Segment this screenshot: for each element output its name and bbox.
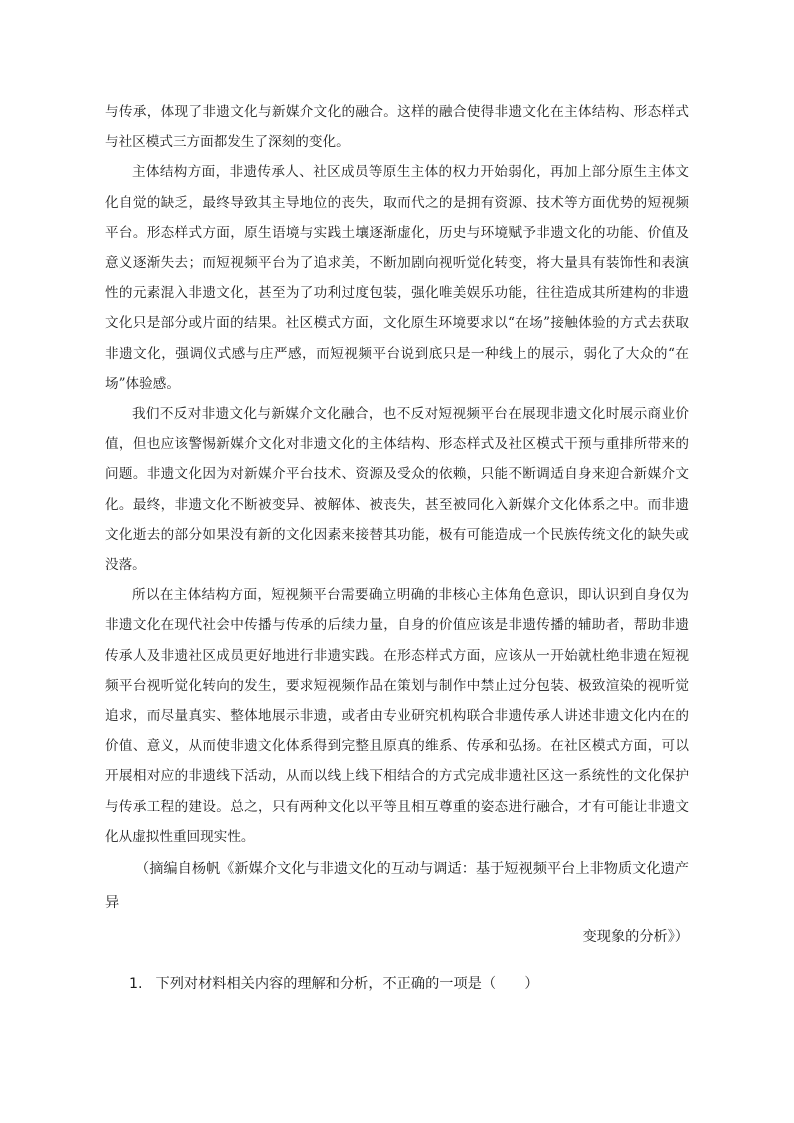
question-number: 1. [129, 976, 143, 992]
source-citation-line-1: （摘编自杨帆《新媒介文化与非遗文化的互动与调适：基于短视频平台上非物质文化遗产异 [105, 861, 689, 912]
source-citation-line-2: 变现象的分析》） [582, 929, 689, 946]
article-body [105, 97, 689, 954]
paragraph-4: 所以在主体结构方面，短视频平台需要确立明确的非核心主体角色意识，即认识到自身仅为非遗文化在现代社会中传播与传承的后续力量，自身的价值应该是非遗传播的辅助者，帮助非遗传承人及非遗社区成员更好地进行非遗实践。在形态样式方面，应该从一开始就杜绝非遗在短视频平台视听觉化转向的发生，要求短视频作品在策划与制作中禁止过分包装、极致渲染的视听觉追求，而尽量真实、整体地展示非遗，或者由专业研究机构联合非遗传承人讲述非遗文化内在的价值、意义，从而使非遗文化体系得到完整且原真的维系、传承和弘扬。在社区模式方面，可以开展相对应的非遗线下活动，从而以线上线下相结合的方式完成非遗社区这一系统性的文化保护与传承工程的建设。总之，只有两种文化以平等且相互尊重的姿态进行融合，才有可能让非遗文化从虚拟性重回现实性。 [105, 587, 689, 845]
paragraph-2: 主体结构方面，非遗传承人、社区成员等原生主体的权力开始弱化，再加上部分原生主体文化自觉的缺乏，最终导致其主导地位的丧失，取而代之的是拥有资源、技术等方面优势的短视频平台。形态样式方面，原生语境与实践土壤逐渐虚化，历史与环境赋予非遗文化的功能、价值及意义逐渐失去；而短视频平台为了追求美，不断加剧向视听觉化转变，将大量具有装饰性和表演性的元素混入非遗文化，甚至为了功利过度包装，强化唯美娱乐功能，往往造成其所建构的非遗文化只是部分或片面的结果。社区模式方面，文化原生环境要求以“在场”接触体验的方式去获取非遗文化，强调仪式感与庄严感，而短视频平台说到底只是一种线上的展示，弱化了大众的“在场”体验感。 [105, 164, 689, 392]
paragraph-3: 我们不反对非遗文化与新媒介文化融合，也不反对短视频平台在展现非遗文化时展示商业价值，但也应该警惕新媒介文化对非遗文化的主体结构、形态样式及社区模式干预与重排所带来的问题。非遗文化因为对新媒介平台技术、资源及受众的依赖，只能不断调适自身来迎合新媒介文化。最终，非遗文化不断被变异、被解体、被丧失，甚至被同化入新媒介文化体系之中。而非遗文化逝去的部分如果没有新的文化因素来接替其功能，极有可能造成一个民族传统文化的缺失或没落。 [105, 406, 689, 574]
question-text: 下列对材料相关内容的理解和分析，不正确的一项是（ ） [155, 976, 539, 992]
question-1 [129, 972, 689, 996]
source-citation [105, 852, 689, 954]
paragraph-1: 与传承，体现了非遗文化与新媒介文化的融合。这样的融合使得非遗文化在主体结构、形态样式与社区模式三方面都发生了深刻的变化。 [105, 104, 689, 151]
